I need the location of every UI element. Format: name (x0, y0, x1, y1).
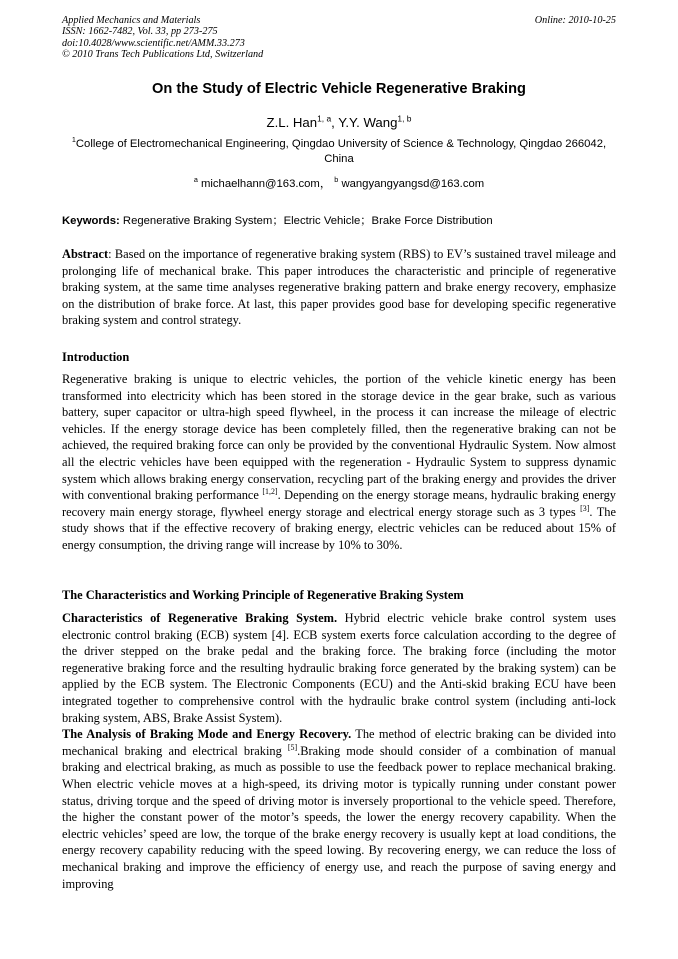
journal-header (62, 15, 616, 61)
keywords-text: Regenerative Braking System；Electric Vehicle；Brake Force Distribution (119, 215, 493, 227)
email-separator: ， (319, 178, 335, 190)
email-mark: b (334, 175, 339, 185)
body-text: . The study shows that if the effective recovery of braking energy, electric vehicles can be reduced about 15% of energy consumption, the driving range will increase by 10% to 30%. (62, 504, 616, 552)
paper-title: On the Study of Electric Vehicle Regenerative Braking (152, 81, 526, 97)
author-name: Y.Y. Wang (338, 115, 398, 130)
abstract (62, 246, 616, 329)
section-heading: Introduction (62, 350, 130, 364)
paragraph-lead: Characteristics of Regenerative Braking System. (62, 611, 338, 625)
issn-line: ISSN: 1662-7482, Vol. 33, pp 273-275 (62, 26, 218, 38)
paragraph-lead: The Analysis of Braking Mode and Energy Recovery. (62, 727, 352, 742)
body-text: Hybrid electric vehicle brake control system uses electronic control braking (ECB) system [4]. ECB system exerts force calculation according to the degree of the driver stepped on the brake pedal and the braking force. The braking force (including the motor regenerative braking force and the resulting hydraulic braking force generated by the braking system) can be applied by the ECB system. The Electronic Components (ECU) and the Anti-skid braking ECU have been integrated together to comprehensive control with the hydraulic brake control system (including anti-lock braking system, ABS, Brake Assist System). (62, 611, 617, 725)
online-date: Online: 2010-10-25 (534, 15, 616, 26)
body-text: . Depending on the energy storage means, hydraulic braking energy recovery main energy storage, flywheel energy storage and electrical energy storage such as 3 types (62, 488, 616, 519)
author-separator: , (331, 115, 339, 130)
affiliation (62, 137, 616, 168)
introduction-body (62, 371, 616, 554)
citation: [3] (580, 503, 590, 513)
body-paragraph (62, 726, 616, 892)
abstract-paragraph (62, 246, 616, 329)
affiliation-mark: 1 (71, 135, 76, 145)
affiliation-text: College of Electromechanical Engineering, Qingdao University of Science & Technology, Qingdao 266042, China (75, 138, 607, 166)
citation: [1,2] (262, 487, 278, 497)
section-heading: The Characteristics and Working Principle of Regenerative Braking System (62, 588, 464, 602)
keywords-label: Keywords: (62, 215, 120, 227)
email-link[interactable]: wangyangyangsd@163.com (341, 178, 485, 190)
journal-row (62, 15, 616, 26)
body-paragraph (62, 610, 616, 726)
copyright-line: © 2010 Trans Tech Publications Ltd, Switzerland (62, 49, 264, 61)
author-name: Z.L. Han (266, 115, 318, 130)
body-text: Regenerative braking is unique to electric vehicles, the portion of the vehicle kinetic energy has been transformed into electricity which has been stored in the storage device in the gear brake, such as various battery, super capacitor or ultra-high speed flywheel, in the process it can increase the mileage of electric vehicles. If the energy storage device has been completely filled, then the regenerative braking can not be achieved, the required braking force can only be provided by the conventional Hydraulic System. Now almost all the electric vehicles have been equipped with the regeneration - Hydraulic System to suppress dynamic system which allows braking energy conservation, recycling part of the braking energy and provides the driver with conventional braking performance (62, 372, 616, 503)
body-text: The method of electric braking can be divided into mechanical braking and electrical braking (62, 727, 616, 758)
email-link[interactable]: michaelhann@163.com (200, 178, 320, 190)
abstract-text: : Based on the importance of regenerative braking system (RBS) to EV’s sustained travel mileage and prolonging life of mechanical brake. This paper introduces the characteristic and principle of regenerative braking system, at the same time analyses regenerative braking pattern and brake energy recovery, emphasize on the distribution of brake force. At last, this paper provides good base for developing specific regenerative braking system and control strategy. (62, 247, 616, 328)
section-body (62, 610, 616, 892)
author-emails (62, 175, 616, 191)
keywords (62, 212, 616, 228)
author-affiliation-mark: 1, a (317, 113, 332, 124)
citation: [5] (287, 742, 298, 752)
author-list (62, 115, 616, 130)
abstract-label: Abstract (62, 247, 109, 261)
journal-name: Applied Mechanics and Materials (62, 15, 201, 26)
email-mark: a (193, 175, 198, 185)
body-text: .Braking mode should consider of a combination of manual braking and electrical braking, as much as possible to use the feedback power to replace mechanical braking. When electric vehicle moves at a high-speed, its driving motor is typically running under constant power status, driving torque and the speed of driving motor is inversely proportional to the vehicle speed. Therefore, the higher the constant power of the motor’s speeds, the lower the energy recovery capability. When the electric vehicles’ speed are low, the torque of the brake energy recovery is usually kept at load conditions, the energy recovery capability reducing with the speed lowing. By recovering energy, we can reduce the loss of mechanical braking and improve the efficiency of energy use, and reach the purpose of saving energy and improving (62, 743, 616, 891)
doi-line: doi:10.4028/www.scientific.net/AMM.33.273 (62, 37, 245, 49)
author-affiliation-mark: 1, b (397, 113, 412, 124)
body-paragraph (62, 371, 616, 554)
